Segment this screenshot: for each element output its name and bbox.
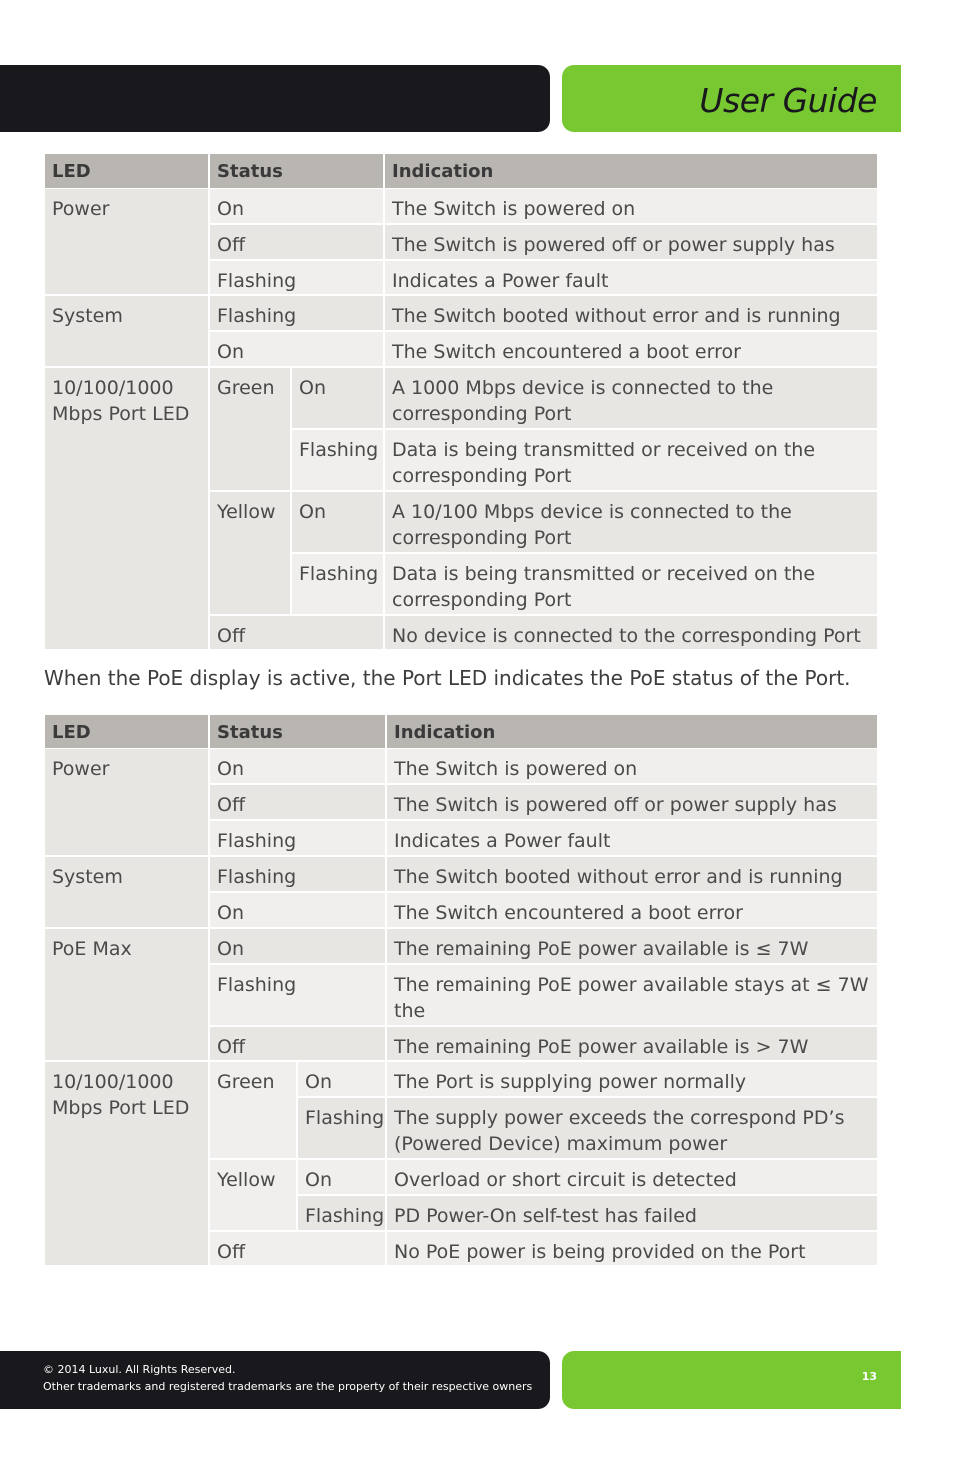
- table-cell: 10/100/1000 Mbps Port LED: [45, 368, 208, 649]
- page-number: 13: [861, 1370, 877, 1383]
- header-cell-indication: Indication: [387, 715, 877, 748]
- table-cell: PoE Max: [45, 929, 208, 1060]
- table-cell: On: [298, 1160, 385, 1194]
- table-cell: Green: [210, 368, 290, 490]
- table-cell: A 10/100 Mbps device is connected to the corresponding Port: [385, 492, 877, 552]
- led-table-2: [45, 715, 877, 1267]
- table-cell: Off: [210, 1232, 385, 1265]
- table-cell: The Switch is powered off or power supply has: [387, 785, 877, 819]
- footer-black-bar: [0, 1351, 550, 1409]
- table-cell: Power: [45, 189, 208, 294]
- footer-green-bar: [562, 1351, 901, 1409]
- table-cell: Flashing: [210, 857, 385, 891]
- table-cell: Flashing: [298, 1196, 385, 1230]
- table-cell: On: [298, 1062, 385, 1096]
- table-cell: The Switch encountered a boot error: [385, 332, 877, 366]
- table-cell: Off: [210, 616, 383, 649]
- table-cell: The Switch booted without error and is running: [387, 857, 877, 891]
- table-cell: System: [45, 296, 208, 366]
- table-cell: Flashing: [292, 430, 383, 490]
- header-black-bar: [0, 65, 550, 132]
- table-cell: On: [210, 189, 383, 223]
- table-cell: Flashing: [210, 821, 385, 855]
- table-cell: The Switch encountered a boot error: [387, 893, 877, 927]
- table-cell: Off: [210, 225, 383, 259]
- table-cell: The supply power exceeds the correspond PD’s (Powered Device) maximum power: [387, 1098, 877, 1158]
- table-cell: Power: [45, 749, 208, 855]
- table-cell: No PoE power is being provided on the Port: [387, 1232, 877, 1265]
- poe-paragraph: When the PoE display is active, the Port LED indicates the PoE status of the Port.: [44, 666, 851, 690]
- page-title: User Guide: [699, 81, 877, 120]
- table-cell: The Switch is powered on: [387, 749, 877, 783]
- table-cell: Data is being transmitted or received on the corresponding Port: [385, 554, 877, 614]
- table-cell: The Port is supplying power normally: [387, 1062, 877, 1096]
- table-cell: On: [210, 929, 385, 963]
- table-cell: On: [292, 492, 383, 552]
- table-cell: On: [292, 368, 383, 428]
- header-green-bar: [562, 65, 901, 132]
- table-cell: Yellow: [210, 492, 290, 614]
- table-cell: Data is being transmitted or received on the corresponding Port: [385, 430, 877, 490]
- table-cell: The remaining PoE power available stays at ≤ 7W the: [387, 965, 877, 1025]
- table-cell: On: [210, 749, 385, 783]
- table-cell: Yellow: [210, 1160, 296, 1230]
- table-cell: A 1000 Mbps device is connected to the corresponding Port: [385, 368, 877, 428]
- table-cell: Flashing: [298, 1098, 385, 1158]
- table-cell: The remaining PoE power available is > 7W: [387, 1027, 877, 1060]
- header-cell-led: LED: [45, 715, 208, 748]
- table-cell: On: [210, 893, 385, 927]
- header-cell-indication: Indication: [385, 154, 877, 188]
- table-cell: Off: [210, 785, 385, 819]
- table-cell: Flashing: [292, 554, 383, 614]
- table-cell: The Switch is powered on: [385, 189, 877, 223]
- table-cell: 10/100/1000 Mbps Port LED: [45, 1062, 208, 1265]
- table-cell: The Switch is powered off or power supply has: [385, 225, 877, 259]
- table-cell: No device is connected to the corresponding Port: [385, 616, 877, 649]
- header-cell-led: LED: [45, 154, 208, 188]
- table-cell: Flashing: [210, 261, 383, 294]
- led-table-1: [45, 154, 877, 651]
- header-cell-status: Status: [210, 715, 385, 748]
- table-cell: Green: [210, 1062, 296, 1158]
- copyright-text: © 2014 Luxul. All Rights Reserved.: [43, 1363, 236, 1376]
- table-cell: Indicates a Power fault: [385, 261, 877, 294]
- table-cell: PD Power-On self-test has failed: [387, 1196, 877, 1230]
- table-cell: The Switch booted without error and is running: [385, 296, 877, 330]
- table-cell: Off: [210, 1027, 385, 1060]
- table-cell: The remaining PoE power available is ≤ 7W: [387, 929, 877, 963]
- trademark-text: Other trademarks and registered trademarks are the property of their respective owners: [43, 1380, 533, 1393]
- table-cell: System: [45, 857, 208, 927]
- table-cell: Flashing: [210, 965, 385, 1025]
- header-cell-status: Status: [210, 154, 383, 188]
- table-cell: Indicates a Power fault: [387, 821, 877, 855]
- table-cell: On: [210, 332, 383, 366]
- table-cell: Flashing: [210, 296, 383, 330]
- table-cell: Overload or short circuit is detected: [387, 1160, 877, 1194]
